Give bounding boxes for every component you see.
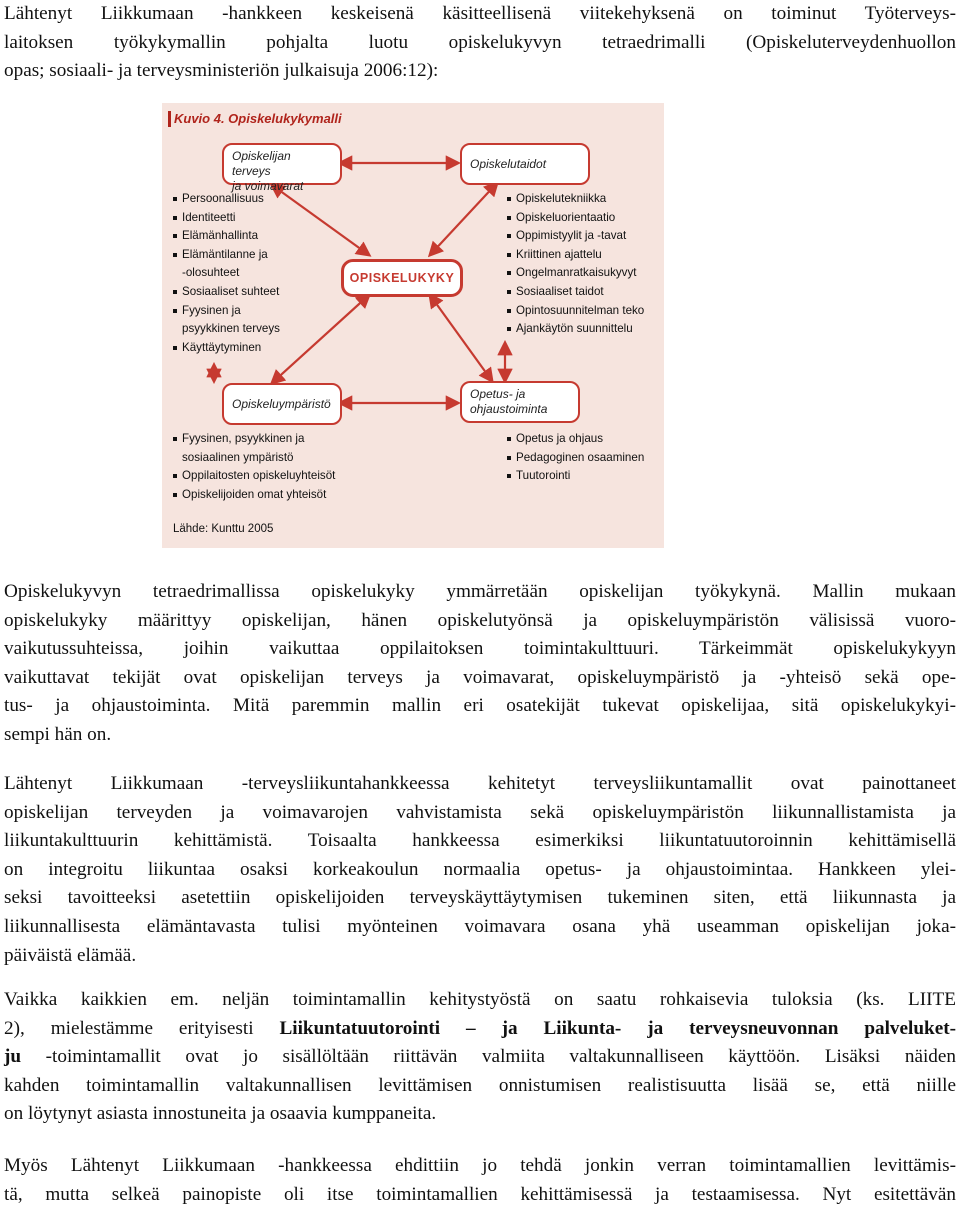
text-line: liikunnallisesta elämäntavasta tulisi myönteinen voimavara osana yhä useamman opiskelijan joka- — [4, 915, 956, 937]
text-line: Opiskelukyvyn tetraedrimallissa opiskelukyky ymmärretään opiskelijan työkykynä. Mallin mukaan — [4, 581, 956, 602]
text-line: liikuntakulttuurin kehittämistä. Toisaalta hankkeessa esimerkiksi liikuntatuutoroinnin kehittämisellä — [4, 830, 956, 852]
list-item: Elämänhallinta — [173, 227, 280, 246]
box-terveys-voimavarat — [222, 143, 342, 193]
text-line: on integroitu liikuntaa osaksi korkeakoulun normaalia opetus- ja ohjaustoimintaa. Hankkeen ylei- — [4, 858, 956, 880]
opiskelukyky-center: OPISKELUKYKY — [341, 259, 463, 297]
list-item: Käyttäytyminen — [173, 339, 280, 358]
intro-paragraph — [4, 0, 956, 86]
paragraph-1 — [4, 578, 956, 750]
box-title-line: ja voimavarat — [232, 179, 304, 193]
list-opiskeluymparisto — [173, 430, 335, 504]
figure-source: Lähde: Kunttu 2005 — [173, 523, 274, 535]
list-item: Opetus ja ohjaus — [507, 430, 644, 449]
text-run: 2), mielestämme erityisesti — [4, 1017, 280, 1039]
list-opiskelutaidot — [507, 190, 644, 339]
text-line: päiväistä elämää. — [4, 944, 137, 966]
list-item: Sosiaaliset suhteet — [173, 283, 280, 302]
text-line: opas; sosiaali- ja terveysministeriön julkaisuja 2006:12): — [4, 60, 439, 82]
text-line: Vaikka kaikkien em. neljän toimintamallin kehitystyöstä on saatu rohkaisevia tuloksia (ks. LIITE — [4, 989, 956, 1010]
text-line: kahden toimintamallin valtakunnallisen levittämisen onnistumisen realistisuutta lisää se, että niille — [4, 1074, 956, 1096]
figure-title: Kuvio 4. Opiskelukykymalli — [168, 111, 342, 127]
list-item: Tuutorointi — [507, 467, 644, 486]
list-item: Elämäntilanne ja — [173, 246, 280, 265]
text-line: opiskelijan terveyden ja voimavarojen vahvistamista sekä opiskeluympäristön liikunnallistamista ja — [4, 801, 956, 823]
box-title-line: Opetus- ja — [470, 387, 526, 401]
text-line: on löytynyt asiasta innostuneita ja osaavia kumppaneita. — [4, 1103, 437, 1125]
box-opiskelutaidot — [460, 143, 590, 185]
list-item: Opiskelijoiden omat yhteisöt — [173, 486, 335, 505]
list-item: Opintosuunnitelman teko — [507, 302, 644, 321]
list-item: Identiteetti — [173, 209, 280, 228]
box-title-line: Opiskeluympäristö — [232, 397, 331, 411]
text-line: vaikutussuhteissa, joihin vaikuttaa oppilaitoksen toimintakulttuuri. Tärkeimmät opiskelukykyyn — [4, 638, 956, 660]
text-line — [4, 1043, 956, 1072]
box-opiskeluymparisto — [222, 383, 342, 425]
list-item: Kriittinen ajattelu — [507, 246, 644, 265]
list-item: Opiskelutekniikka — [507, 190, 644, 209]
text-run: -toimintamallit ovat jo sisällöltään riittävän valmiita valtakunnalliseen käyttöön. Lisäksi näiden — [21, 1046, 956, 1068]
bold-text-run: ju — [4, 1046, 22, 1068]
text-line: Lähtenyt Liikkumaan -terveysliikuntahankkeessa kehitetyt terveysliikuntamallit ovat painottaneet — [4, 773, 956, 794]
opiskelukykymalli-figure — [162, 103, 664, 548]
paragraph-3 — [4, 986, 956, 1129]
list-terveys-voimavarat — [173, 190, 280, 357]
text-line: tä, mutta selkeä painopiste oli itse toimintamallien kehittämisessä ja testaamisessa. Nyt esitettävän — [4, 1183, 956, 1205]
list-item: -olosuhteet — [182, 266, 240, 280]
list-item: Opiskeluorientaatio — [507, 209, 644, 228]
box-title-line: Opiskelutaidot — [470, 157, 547, 171]
text-line: tus- ja ohjaustoiminta. Mitä paremmin mallin eri osatekijät tukevat opiskelijaa, sitä opiskelukykyi- — [4, 695, 956, 717]
box-title-line: ohjaustoiminta — [470, 402, 548, 416]
list-item: Oppimistyylit ja -tavat — [507, 227, 644, 246]
bold-text-run: Liikuntatuutorointi – ja Liikunta- ja terveysneuvonnan palveluket- — [279, 1017, 956, 1039]
text-line: seksi tavoitteeksi asetettiin opiskelijoiden terveyskäyttäytymisen tukeminen siten, että liikunnasta ja — [4, 887, 956, 909]
list-item: Ongelmanratkaisukyvyt — [507, 264, 644, 283]
box-opetus-ohjaustoiminta — [460, 381, 580, 423]
list-item: Pedagoginen osaaminen — [507, 449, 644, 468]
list-item: Ajankäytön suunnittelu — [507, 320, 644, 339]
list-item: Fyysinen ja — [173, 302, 280, 321]
text-line: laitoksen työkykymallin pohjalta luotu opiskelukyvyn tetraedrimalli (Opiskeluterveydenhuollon — [4, 31, 956, 53]
text-line: opiskelukyky määrittyy opiskelijan, hänen opiskelutyönsä ja opiskeluympäristön välisissä vuoro- — [4, 609, 956, 631]
paragraph-2 — [4, 770, 956, 970]
text-line — [4, 1015, 956, 1044]
list-item: sosiaalinen ympäristö — [182, 450, 294, 464]
list-item: Persoonallisuus — [173, 190, 280, 209]
list-opetus-ohjaustoiminta — [507, 430, 644, 486]
list-item: Sosiaaliset taidot — [507, 283, 644, 302]
list-item: psyykkinen terveys — [182, 322, 280, 336]
text-line: vaikuttavat tekijät ovat opiskelijan terveys ja voimavarat, opiskeluympäristö ja -yhteisö sekä ope- — [4, 666, 956, 688]
box-title-line: Opiskelijan terveys — [232, 149, 291, 178]
paragraph-4 — [4, 1152, 956, 1209]
list-item: Oppilaitosten opiskeluyhteisöt — [173, 467, 335, 486]
text-line: Myös Lähtenyt Liikkumaan -hankkeessa ehdittiin jo tehdä jonkin verran toimintamallien levittämis- — [4, 1155, 956, 1176]
text-line: Lähtenyt Liikkumaan -hankkeen keskeisenä käsitteellisenä viitekehyksenä on toiminut Työterveys- — [4, 3, 956, 24]
text-line: sempi hän on. — [4, 723, 112, 745]
list-item: Fyysinen, psyykkinen ja — [173, 430, 335, 449]
